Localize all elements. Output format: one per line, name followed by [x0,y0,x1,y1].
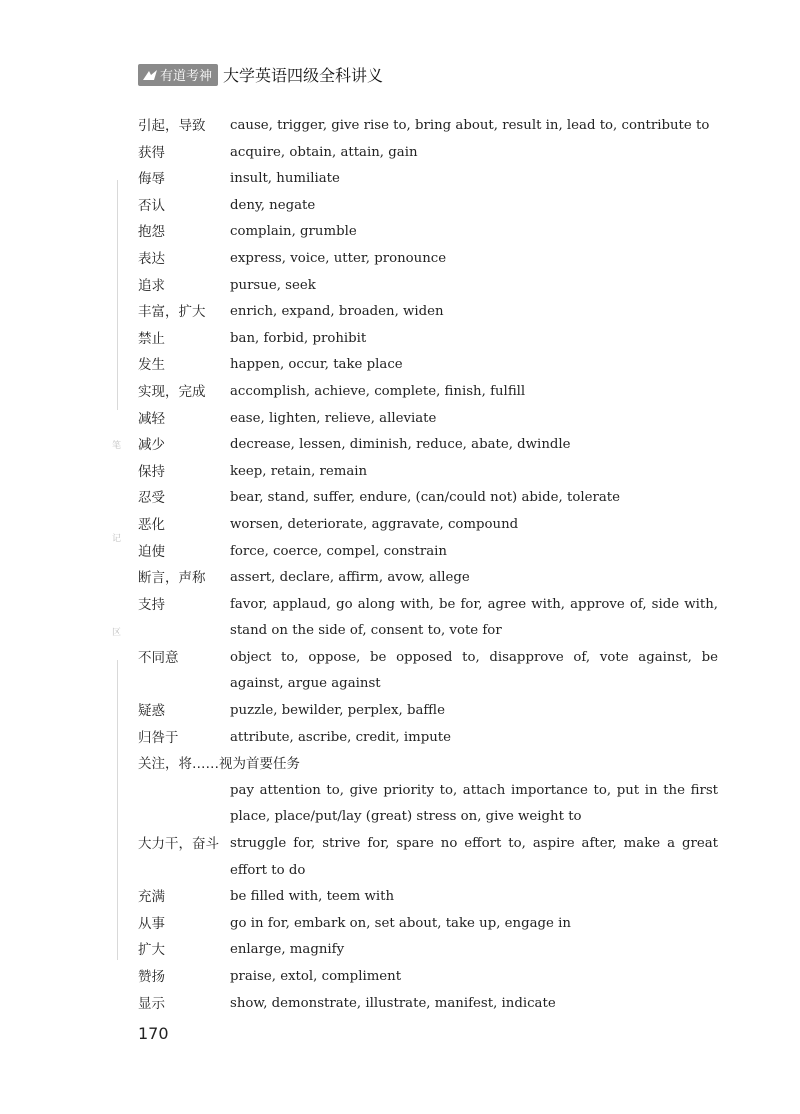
book-title: 大学英语四级全科讲义 [223,66,384,85]
vocab-entry [138,219,718,246]
vocab-entry [138,113,718,140]
brand-name: 有道考神 [160,69,213,84]
brand-badge [138,64,218,86]
chinese-term: 赞扬 [138,969,165,985]
vocab-entry [138,645,718,698]
english-synonyms: pay attention to, give priority to, attach importance to, put in the first place, place/put/lay (great) stress on, give weight to [230,782,718,825]
vocab-entry [138,379,718,406]
vocab-entry [138,725,718,752]
vocabulary-list [138,113,718,1017]
chinese-term: 大力干，奋斗 [138,836,219,853]
english-synonyms: bear, stand, suffer, endure, (can/could not) abide, tolerate [230,490,620,506]
english-synonyms: enlarge, magnify [230,942,345,958]
vocab-entry [138,406,718,433]
chinese-term: 实现，完成 [138,383,206,400]
chinese-term: 迫使 [138,543,165,560]
english-synonyms: complain, grumble [230,224,357,240]
margin-note-char: 笔 [112,441,122,451]
english-synonyms: favor, applaud, go along with, be for, agree with, approve of, side with, stand on the side of, consent to, vote for [230,596,718,639]
vocab-entry-continuation [138,778,718,831]
english-synonyms: force, coerce, compel, constrain [230,543,447,559]
chinese-term: 忍受 [138,490,165,507]
chinese-term: 充满 [138,889,165,906]
chinese-term: 发生 [138,357,165,374]
english-synonyms: acquire, obtain, attain, gain [230,144,418,160]
english-synonyms: attribute, ascribe, credit, impute [230,729,451,745]
english-synonyms: keep, retain, remain [230,463,368,479]
english-synonyms: show, demonstrate, illustrate, manifest, indicate [230,995,556,1011]
english-synonyms: puzzle, bewilder, perplex, baffle [230,703,445,719]
english-synonyms: deny, negate [230,197,316,213]
english-synonyms: struggle for, strive for, spare no effort to, aspire after, make a great effort to do [230,836,718,878]
english-synonyms: decrease, lessen, diminish, reduce, abate, dwindle [230,437,571,453]
chinese-term: 禁止 [138,330,165,347]
chinese-term: 归咎于 [138,729,179,746]
chinese-term: 侮辱 [138,171,165,188]
chinese-term: 支持 [138,596,165,613]
vocab-entry [138,352,718,379]
english-synonyms: accomplish, achieve, complete, finish, fulfill [230,383,526,399]
chinese-term: 保持 [138,463,165,480]
chinese-term: 否认 [138,197,165,214]
english-synonyms: cause, trigger, give rise to, bring about, result in, lead to, contribute to [230,118,710,133]
chinese-term: 抱怨 [138,224,165,241]
vocab-entry [138,326,718,353]
margin-rule-bottom [117,660,118,960]
page-header [138,63,383,86]
english-synonyms: praise, extol, compliment [230,969,402,984]
chinese-term: 显示 [138,995,165,1012]
page-number: 170 [138,1024,169,1043]
vocab-entry [138,512,718,539]
vocab-entry [138,884,718,911]
chinese-term: 减少 [138,437,165,454]
chinese-term: 断言，声称 [138,570,206,587]
vocab-entry [138,140,718,167]
english-synonyms: go in for, embark on, set about, take up, engage in [230,915,571,931]
english-synonyms: express, voice, utter, pronounce [230,250,447,266]
vocab-entry [138,964,718,991]
vocab-entry [138,193,718,220]
chinese-term: 追求 [138,277,165,294]
chinese-term: 丰富，扩大 [138,304,206,321]
chinese-term: 表达 [138,250,165,267]
vocab-entry [138,592,718,645]
english-synonyms: worsen, deteriorate, aggravate, compound [230,516,519,532]
vocab-entry [138,273,718,300]
english-synonyms: insult, humiliate [230,171,340,187]
vocab-entry [138,485,718,512]
margin-note-char: 区 [112,628,122,638]
vocab-entry [138,246,718,273]
vocab-entry [138,539,718,566]
chinese-term: 减轻 [138,410,165,427]
vocab-entry [138,991,718,1018]
margin-rule-top [117,180,118,410]
vocab-entry [138,911,718,938]
english-synonyms: pursue, seek [230,277,316,293]
english-synonyms: enrich, expand, broaden, widen [230,304,444,320]
margin-note-char: 记 [112,534,122,544]
chinese-term: 关注，将……视为首要任务 [138,756,300,773]
english-synonyms: be filled with, teem with [230,889,395,905]
chinese-term: 获得 [138,144,165,161]
chinese-term: 疑惑 [138,703,165,720]
vocab-entry [138,432,718,459]
vocab-entry [138,831,718,884]
chinese-term: 恶化 [138,516,165,533]
english-synonyms: object to, oppose, be opposed to, disapprove of, vote against, be against, argue against [230,649,718,692]
chinese-term: 扩大 [138,942,165,959]
vocab-entry [138,937,718,964]
vocab-entry [138,459,718,486]
vocab-entry [138,751,718,778]
vocab-entry [138,565,718,592]
chinese-term: 从事 [138,915,165,932]
vocab-entry [138,698,718,725]
wing-logo-icon [142,69,158,81]
english-synonyms: assert, declare, affirm, avow, allege [230,570,470,586]
vocab-entry [138,299,718,326]
english-synonyms: happen, occur, take place [230,357,403,373]
english-synonyms: ban, forbid, prohibit [230,330,367,346]
english-synonyms [300,751,718,778]
chinese-term: 引起，导致 [138,118,206,134]
english-synonyms: ease, lighten, relieve, alleviate [230,410,437,426]
vocab-entry [138,166,718,193]
chinese-term: 不同意 [138,649,179,666]
